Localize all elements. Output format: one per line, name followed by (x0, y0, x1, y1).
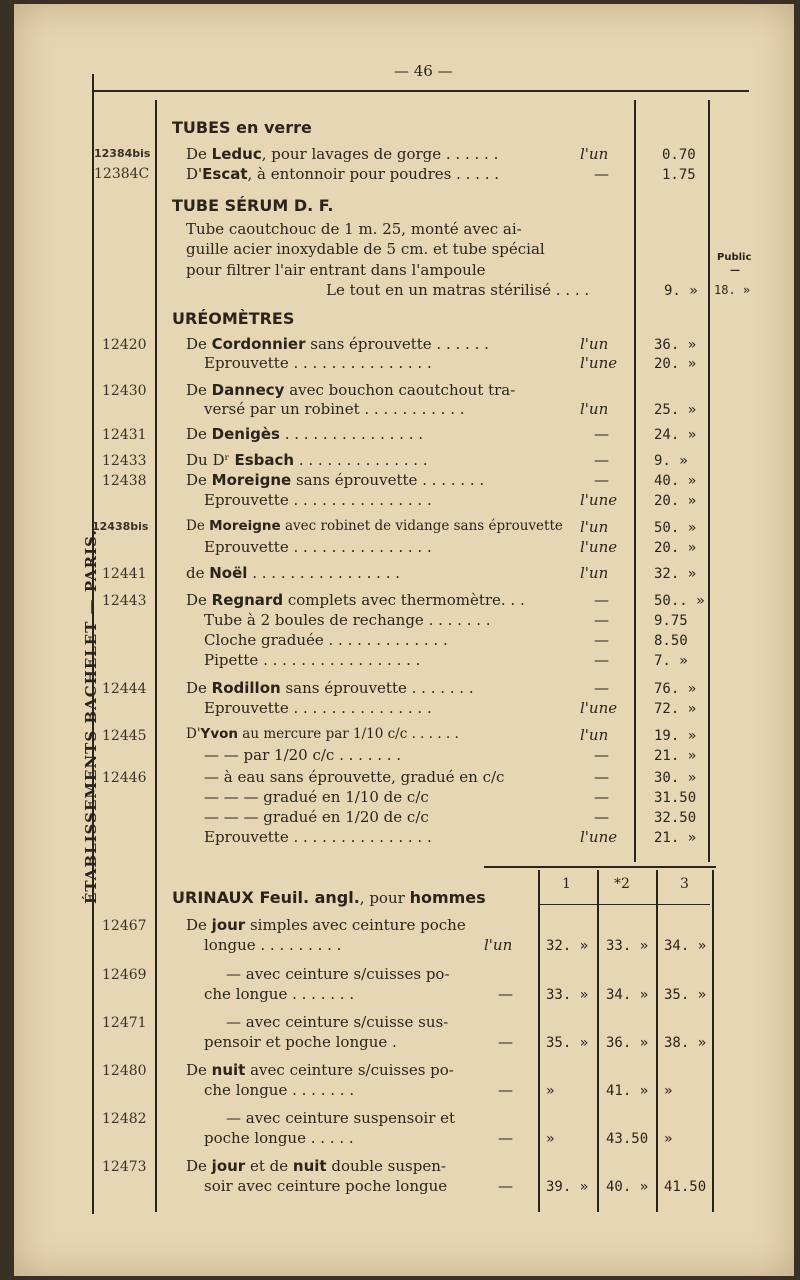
public-dash: — (730, 265, 740, 276)
col-header-3: 3 (680, 876, 689, 892)
row-price: 72. » (654, 701, 697, 717)
urinal-price-p2: 36. » (606, 1035, 649, 1051)
urinal-price-p1: 33. » (546, 987, 589, 1003)
urinaux-col-div-2 (597, 870, 599, 1212)
row-text: — — par 1/20 c/c . . . . . . . (204, 746, 402, 764)
ureometre-row (204, 828, 432, 846)
col-header-2: *2 (614, 876, 630, 892)
side-vertical-text: ÉTABLISSEMENTS BACHELET — PARIS. (82, 529, 100, 904)
urinal-text: De (186, 1061, 212, 1079)
row-text-tail: sans éprouvette . . . . . . . (280, 679, 474, 697)
row-text: Pipette . . . . . . . . . . . . . . . . . (204, 651, 421, 669)
urinal-price-p2: 34. » (606, 987, 649, 1003)
ref-12446: 12446 (102, 770, 147, 786)
ref-12482: 12482 (102, 1111, 147, 1127)
serum-line-3: pour filtrer l'air entrant dans l'ampoule (186, 261, 486, 279)
ureometre-row (204, 611, 491, 629)
row-text: — à eau sans éprouvette, gradué en c/c (204, 768, 505, 786)
urinal-line (204, 1081, 354, 1099)
row-text: De (186, 335, 212, 353)
ureometre-row (186, 425, 423, 443)
urinal-price-p3: 34. » (664, 938, 707, 954)
row-price: 25. » (654, 402, 697, 418)
row-name: Moreigne (211, 471, 292, 489)
urinal-text: simples avec ceinture poche (245, 916, 466, 934)
row-text-tail: sans éprouvette . . . . . . . (291, 471, 485, 489)
catalog-page (14, 4, 794, 1276)
row-text: — — — gradué en 1/20 de c/c (204, 808, 429, 826)
ref-12469: 12469 (102, 967, 147, 983)
row-price: 36. » (654, 337, 697, 353)
row-price: 30. » (654, 770, 697, 786)
ref-12438: 12438 (102, 473, 147, 489)
item-leduc: De Leduc, pour lavages de gorge . . . . . . (186, 145, 499, 163)
ureometre-row (186, 471, 484, 489)
urinal-price-p3: 41.50 (664, 1179, 707, 1195)
ref-12431: 12431 (102, 427, 147, 443)
urinal-line (204, 1129, 354, 1147)
row-price: 19. » (654, 728, 697, 744)
urinal-text: — avec ceinture suspensoir et (226, 1109, 456, 1127)
urinal-text: avec ceinture s/cuisses po- (245, 1061, 454, 1079)
row-name: Regnard (211, 591, 284, 609)
urinal-price-p1: 32. » (546, 938, 589, 954)
item-escat: D'Escat, à entonnoir pour poudres . . . . . (186, 165, 499, 183)
row-unit: — (594, 808, 609, 826)
row-unit: — (594, 679, 609, 697)
ureometre-row (186, 564, 400, 582)
ref-12444: 12444 (102, 681, 147, 697)
urinal-price-p2: 33. » (606, 938, 649, 954)
ref-12420: 12420 (102, 337, 147, 353)
urinal-line (226, 965, 450, 983)
ureometre-row (186, 451, 428, 469)
heading-urinaux: URINAUX Feuil. angl., pour hommes (172, 888, 486, 907)
row-price: 31.50 (654, 790, 697, 806)
ureometre-row (204, 651, 420, 669)
row-text: Eprouvette . . . . . . . . . . . . . . . (204, 491, 432, 509)
urinal-unit: — (498, 1129, 513, 1147)
urinal-unit: — (498, 1081, 513, 1099)
row-text-tail: au mercure par 1/10 c/c . . . . . . (238, 726, 459, 742)
row-name: Esbach (234, 451, 295, 469)
row-unit: — (594, 768, 609, 786)
urinal-type: jour (211, 1157, 246, 1175)
top-rule (94, 90, 749, 92)
col-header-1: 1 (562, 876, 571, 892)
urinal-text: — avec ceinture s/cuisses po- (226, 965, 450, 983)
row-text: Eprouvette . . . . . . . . . . . . . . . (204, 354, 432, 372)
ref-12467: 12467 (102, 918, 147, 934)
ref-12438bis: 12438bis (92, 520, 149, 533)
urinal-text: longue . . . . . . . . . (204, 936, 342, 954)
row-price: 8.50 (654, 633, 688, 649)
ureometre-row (186, 335, 489, 353)
urinal-price-p2: 40. » (606, 1179, 649, 1195)
row-price: 32. » (654, 566, 697, 582)
ureometre-row (186, 591, 525, 609)
urinal-text: che longue . . . . . . . (204, 985, 355, 1003)
row-price: 32.50 (654, 810, 697, 826)
ureometre-row (186, 726, 459, 742)
urinaux-col-rule (540, 904, 710, 905)
row-text: Cloche graduée . . . . . . . . . . . . . (204, 631, 448, 649)
row-text: D' (186, 726, 201, 742)
row-unit: — (594, 611, 609, 629)
row-unit: — (594, 631, 609, 649)
row-price: 9.75 (654, 613, 688, 629)
serum-line-4: Le tout en un matras stérilisé . . . . (326, 281, 590, 299)
ureometre-row (204, 491, 432, 509)
row-unit: l'une (580, 354, 618, 372)
row-unit: — (594, 788, 609, 806)
row-text: Eprouvette . . . . . . . . . . . . . . . (204, 828, 432, 846)
urinaux-col-div-3 (656, 870, 658, 1212)
row-unit: l'une (580, 491, 618, 509)
urinal-line (204, 985, 354, 1003)
row-text-tail: avec robinet de vidange sans éprouvette (280, 518, 563, 534)
row-name: Moreigne (209, 518, 281, 534)
urinaux-top-rule (484, 866, 716, 868)
urinal-price-p3: » (664, 1083, 673, 1099)
urinal-line (186, 916, 466, 934)
urinal-type: jour (211, 916, 246, 934)
urinal-text: De (186, 916, 212, 934)
row-unit: l'une (580, 699, 618, 717)
row-unit: l'un (580, 335, 609, 353)
unit-column-divider (634, 100, 636, 862)
urinal-text: che longue . . . . . . . (204, 1081, 355, 1099)
row-text-tail: avec bouchon caoutchout tra- (284, 381, 516, 399)
row-unit: l'un (580, 518, 609, 536)
row-price: 9. » (654, 453, 688, 469)
page-number: — 46 — (394, 62, 453, 80)
ref-12471: 12471 (102, 1015, 147, 1031)
row-unit: — (594, 746, 609, 764)
row-text: — — — gradué en 1/10 de c/c (204, 788, 429, 806)
ureometre-row (204, 788, 429, 806)
urinal-text: soir avec ceinture poche longue (204, 1177, 448, 1195)
urinal-line (226, 1109, 455, 1127)
row-text: De (186, 518, 210, 534)
urinal-text: double suspen- (326, 1157, 446, 1175)
row-unit: l'un (580, 726, 609, 744)
urinal-line (204, 936, 341, 954)
urinal-type: nuit (211, 1061, 246, 1079)
serum-line-2: guille acier inoxydable de 5 cm. et tube spécial (186, 240, 545, 258)
urinal-line (226, 1013, 448, 1031)
urinal-price-p2: 41. » (606, 1083, 649, 1099)
public-label: Public (717, 252, 752, 263)
row-unit: l'un (580, 400, 609, 418)
ref-12441: 12441 (102, 566, 147, 582)
row-unit: l'une (580, 828, 618, 846)
ref-12430: 12430 (102, 383, 147, 399)
urinal-line (186, 1061, 454, 1079)
ureometre-row (204, 354, 432, 372)
price-leduc: 0.70 (662, 147, 696, 163)
ureometre-row (204, 746, 401, 764)
urinaux-col-div-1 (538, 870, 540, 1212)
ureometre-row (186, 381, 515, 399)
row-text: De (186, 591, 212, 609)
ref-12480: 12480 (102, 1063, 147, 1079)
unit-leduc: l'un (580, 145, 609, 163)
row-name: Cordonnier (211, 335, 306, 353)
ref-12384bis: 12384bis (94, 147, 151, 160)
urinal-price-p1: 35. » (546, 1035, 589, 1051)
row-text-tail: complets avec thermomètre. . . (283, 591, 525, 609)
row-unit: l'une (580, 538, 618, 556)
urinal-unit: — (498, 1033, 513, 1051)
urinal-line (186, 1157, 446, 1175)
urinal-type-2: nuit (292, 1157, 327, 1175)
serum-line-1: Tube caoutchouc de 1 m. 25, monté avec ai- (186, 220, 522, 238)
ref-12445: 12445 (102, 728, 147, 744)
urinal-unit: — (498, 1177, 513, 1195)
row-price: 20. » (654, 493, 697, 509)
row-name: Rodillon (211, 679, 281, 697)
urinal-text: De (186, 1157, 212, 1175)
price-serum: 9. » (664, 283, 698, 299)
ureometre-row (204, 631, 448, 649)
urinaux-col-div-4 (712, 870, 714, 1212)
row-price: 76. » (654, 681, 697, 697)
row-text: Eprouvette . . . . . . . . . . . . . . . (204, 538, 432, 556)
ureometre-row (204, 538, 432, 556)
row-text: Eprouvette . . . . . . . . . . . . . . . (204, 699, 432, 717)
row-text-tail: . . . . . . . . . . . . . . . . (247, 564, 401, 582)
row-unit: — (594, 451, 609, 469)
row-name: Yvon (200, 726, 239, 742)
urinal-price-p1: 39. » (546, 1179, 589, 1195)
row-unit: — (594, 425, 609, 443)
row-price: 20. » (654, 356, 697, 372)
row-text: de (186, 564, 210, 582)
ureometre-row (186, 518, 563, 534)
row-price: 24. » (654, 427, 697, 443)
row-text: Tube à 2 boules de rechange . . . . . . . (204, 611, 491, 629)
urinal-line (204, 1033, 397, 1051)
row-text: De (186, 381, 212, 399)
row-text-tail: . . . . . . . . . . . . . . . (279, 425, 424, 443)
row-text: De (186, 471, 212, 489)
urinal-price-p1: » (546, 1083, 555, 1099)
heading-ureometres: URÉOMÈTRES (172, 309, 295, 328)
row-name: Denigès (211, 425, 280, 443)
row-price: 21. » (654, 748, 697, 764)
urinal-price-p3: 35. » (664, 987, 707, 1003)
urinal-price-p3: » (664, 1131, 673, 1147)
urinal-price-p1: » (546, 1131, 555, 1147)
ref-12443: 12443 (102, 593, 147, 609)
row-name: Dannecy (211, 381, 285, 399)
urinal-price-p3: 38. » (664, 1035, 707, 1051)
row-text: De (186, 425, 212, 443)
row-price: 20. » (654, 540, 697, 556)
row-text: De (186, 679, 212, 697)
ref-column-divider (155, 100, 157, 1212)
row-unit: — (594, 591, 609, 609)
urinal-price-p2: 43.50 (606, 1131, 649, 1147)
ref-12433: 12433 (102, 453, 147, 469)
heading-tube-serum: TUBE SÉRUM D. F. (172, 196, 334, 215)
urinal-text: pensoir et poche longue . (204, 1033, 397, 1051)
row-text: versé par un robinet . . . . . . . . . . . (204, 400, 465, 418)
price-column-divider (708, 100, 710, 862)
urinal-text: poche longue . . . . . (204, 1129, 354, 1147)
row-price: 50. » (654, 520, 697, 536)
ref-12473: 12473 (102, 1159, 147, 1175)
ureometre-row (204, 400, 465, 418)
row-text: Du Dʳ (186, 451, 235, 469)
heading-tubes-verre: TUBES en verre (172, 118, 312, 137)
urinal-text: — avec ceinture s/cuisse sus- (226, 1013, 449, 1031)
urinal-text: et de (245, 1157, 293, 1175)
ref-12384c: 12384C (94, 166, 150, 182)
row-unit: — (594, 651, 609, 669)
urinal-line (204, 1177, 447, 1195)
ureometre-row (186, 679, 474, 697)
row-name: Noël (209, 564, 248, 582)
row-unit: — (594, 471, 609, 489)
row-price: 40. » (654, 473, 697, 489)
public-price: 18. » (714, 283, 751, 297)
ureometre-row (204, 699, 432, 717)
ureometre-row (204, 808, 429, 826)
unit-escat: — (594, 165, 609, 183)
urinal-unit: l'un (484, 936, 513, 954)
row-price: 50.. » (654, 593, 705, 609)
row-price: 21. » (654, 830, 697, 846)
ureometre-row (204, 768, 504, 786)
row-unit: l'un (580, 564, 609, 582)
row-text-tail: sans éprouvette . . . . . . (305, 335, 489, 353)
urinal-unit: — (498, 985, 513, 1003)
price-escat: 1.75 (662, 167, 696, 183)
row-text-tail: . . . . . . . . . . . . . . (294, 451, 428, 469)
row-price: 7. » (654, 653, 688, 669)
